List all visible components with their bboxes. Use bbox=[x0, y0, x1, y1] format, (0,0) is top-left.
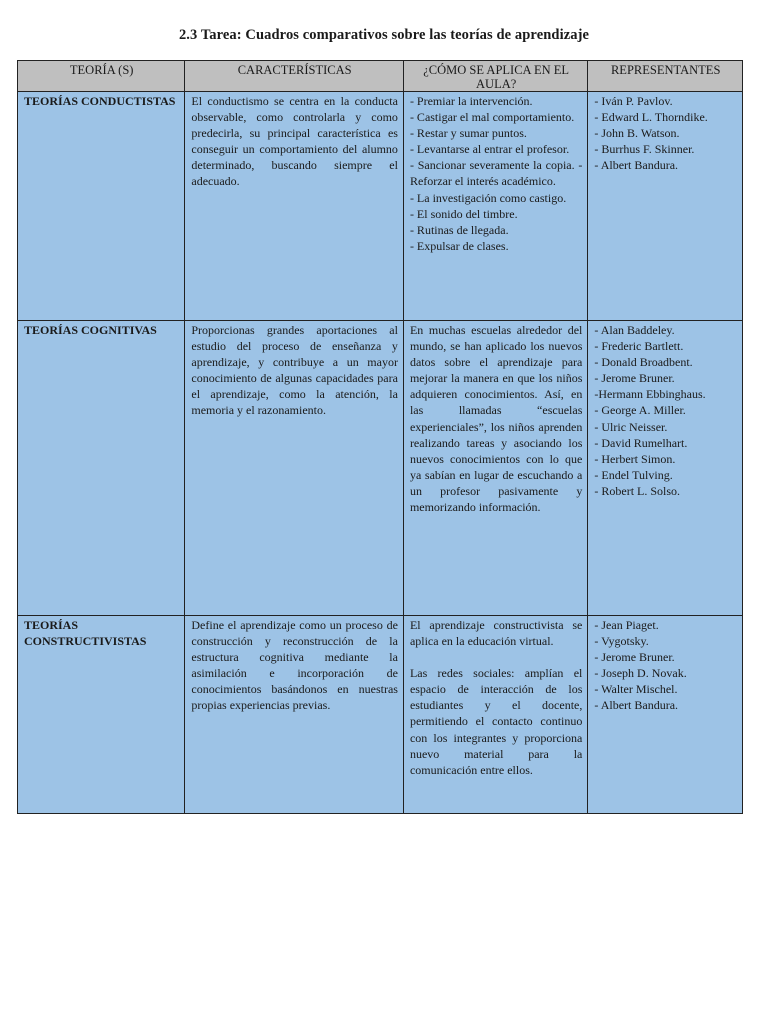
paragraph-spacer bbox=[410, 649, 582, 665]
list-item: - Iván P. Pavlov. bbox=[594, 94, 673, 108]
classroom-cell bbox=[403, 92, 587, 321]
list-item: - Edward L. Thorndike. bbox=[594, 110, 708, 125]
table-row bbox=[18, 616, 743, 814]
list-item: - David Rumelhart. bbox=[594, 435, 688, 450]
list-item: - La investigación como castigo. bbox=[409, 190, 567, 205]
theory-name-cell: TEORÍAS CONSTRUCTIVISTAS bbox=[18, 616, 185, 814]
list-item: - Restar y sumar puntos. bbox=[409, 126, 527, 141]
characteristics-cell: Proporcionas grandes aportaciones al estudio del proceso de enseñanza y aprendizaje, y contribuye a un mayor conocimiento de algunas capacidades para el aprendizaje, como la atención, la memoria y el razonamiento. bbox=[185, 321, 404, 616]
characteristics-cell: Define el aprendizaje como un proceso de construcción y reconstrucción de la estructura cognitiva mediante la asimilación e incorporación de conocimientos basándonos en nuestras propias experiencias previas. bbox=[185, 616, 404, 814]
table-row bbox=[18, 321, 743, 616]
list-item: - John B. Watson. bbox=[594, 126, 680, 141]
document-title: 2.3 Tarea: Cuadros comparativos sobre las teorías de aprendizaje bbox=[178, 27, 590, 43]
list-item: - Jerome Bruner. bbox=[594, 650, 675, 665]
theory-name-cell: TEORÍAS COGNITIVAS bbox=[18, 321, 185, 616]
list-item: - Burrhus F. Skinner. bbox=[594, 142, 695, 157]
table-row bbox=[18, 92, 743, 321]
header-classroom: ¿CÓMO SE APLICA EN EL AULA? bbox=[403, 61, 587, 92]
list-item: - Rutinas de llegada. bbox=[409, 222, 509, 237]
list-item: - Joseph D. Novak. bbox=[594, 666, 687, 681]
list-item: - Alan Baddeley. bbox=[594, 323, 675, 337]
classroom-cell bbox=[403, 616, 587, 814]
list-item: - Expulsar de clases. bbox=[409, 238, 509, 253]
theory-name-cell: TEORÍAS CONDUCTISTAS bbox=[18, 92, 185, 321]
list-item: - Frederic Bartlett. bbox=[594, 339, 684, 354]
header-characteristics: CARACTERÍSTICAS bbox=[185, 61, 404, 92]
list-item: - Albert Bandura. bbox=[594, 158, 679, 173]
list-item: - Vygotsky. bbox=[594, 634, 649, 649]
list-item: - Sancionar severamente la copia. - Reforzar el interés académico. bbox=[409, 158, 583, 189]
representatives-cell bbox=[588, 321, 743, 616]
list-item: - Walter Mischel. bbox=[594, 682, 678, 697]
table-header-row bbox=[18, 61, 743, 92]
list-item: - Ulric Neisser. bbox=[594, 419, 668, 434]
list-item: - Castigar el mal comportamiento. bbox=[409, 110, 575, 125]
list-item: El aprendizaje constructivista se aplica en la educación virtual. bbox=[409, 618, 583, 649]
list-item: - Levantarse al entrar el profesor. bbox=[409, 142, 570, 157]
list-item: - Herbert Simon. bbox=[594, 451, 676, 466]
list-item: - Albert Bandura. bbox=[594, 698, 679, 713]
list-item: - Endel Tulving. bbox=[594, 467, 673, 482]
comparison-table bbox=[17, 60, 743, 814]
list-item: Las redes sociales: amplían el espacio de interacción de los estudiantes y el docente, permitiendo el contacto continuo con los integrantes y proporciona nuevo material para la comunicación entre ellos. bbox=[409, 666, 583, 777]
list-item: - George A. Miller. bbox=[594, 403, 686, 418]
characteristics-cell: El conductismo se centra en la conducta observable, como controlarla y como predecirla, su principal característica es conseguir un comportamiento del alumno determinado, buscando siempre el adecuado. bbox=[185, 92, 404, 321]
list-item: - Jerome Bruner. bbox=[594, 371, 675, 386]
representatives-cell bbox=[588, 92, 743, 321]
list-item: - Jean Piaget. bbox=[594, 618, 659, 632]
list-item: - Donald Broadbent. bbox=[594, 355, 693, 370]
header-theory: TEORÍA (S) bbox=[18, 61, 185, 92]
list-item: En muchas escuelas alrededor del mundo, se han aplicado los nuevos datos sobre el aprendizaje para mejorar la manera en que los niños adquieren conocimientos. Así, en las llamadas “escuelas experienciales”, los niños aprenden realizando tareas y asociando los nuevos conocimientos con lo que ya sabían en lugar de escuchando a un profesor pasivamente y memorizando información. bbox=[409, 323, 583, 515]
list-item: - Premiar la intervención. bbox=[409, 94, 533, 108]
list-item: - El sonido del timbre. bbox=[409, 206, 518, 221]
classroom-cell bbox=[403, 321, 587, 616]
header-representatives: REPRESENTANTES bbox=[588, 61, 743, 92]
list-item: - Robert L. Solso. bbox=[594, 483, 681, 498]
representatives-cell bbox=[588, 616, 743, 814]
list-item: -Hermann Ebbinghaus. bbox=[594, 387, 706, 402]
